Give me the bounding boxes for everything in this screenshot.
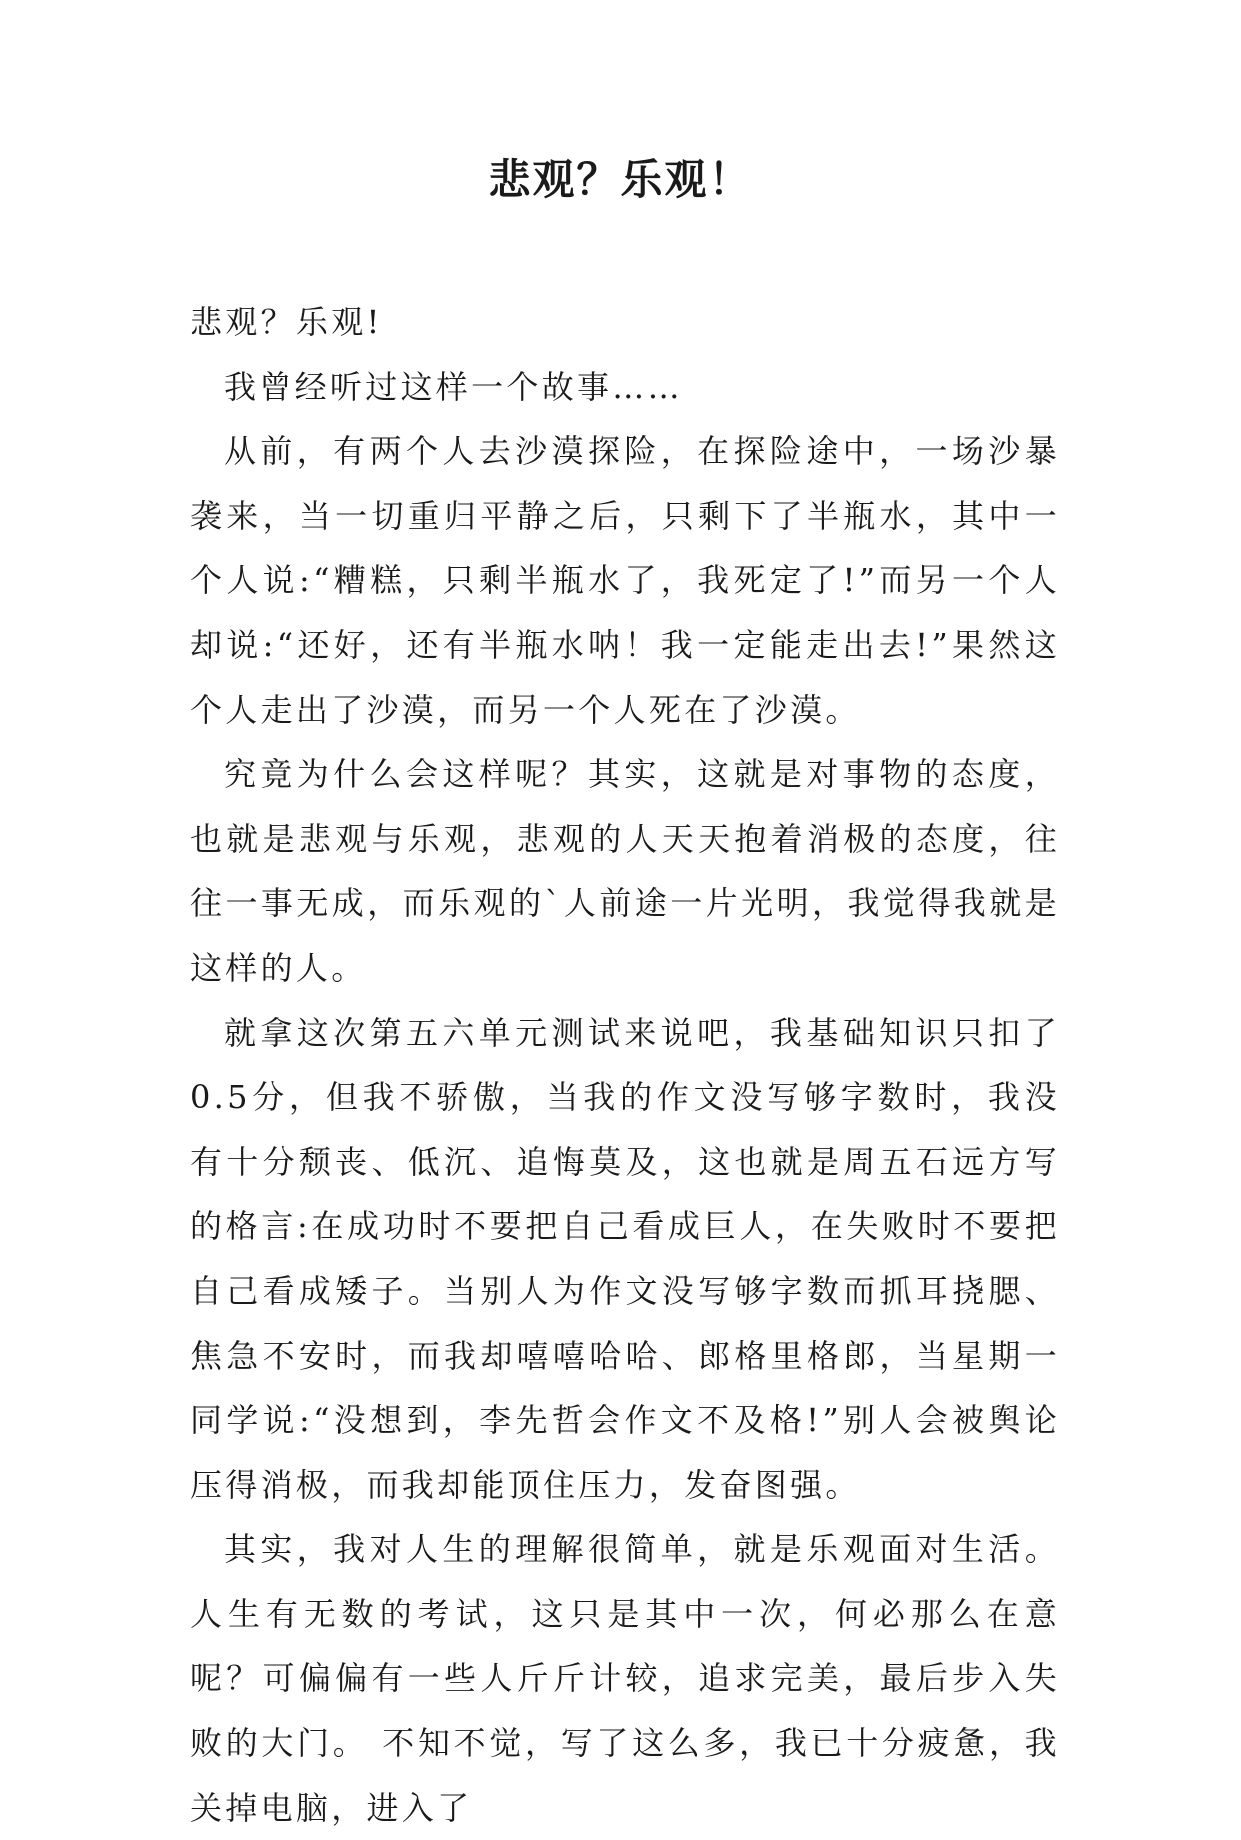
paragraph-example: 就拿这次第五六单元测试来说吧，我基础知识只扣了0.5分，但我不骄傲，当我的作文没写够字数时，我没有十分颓丧、低沉、追悔莫及，这也就是周五石远方写的格言:在成功时不要把自己看成巨人，在失败时不要把自己看成矮子。当别人为作文没写够字数而抓耳挠腮、焦急不安时，而我却嘻嘻哈哈、郎格里格郎，当星期一同学说:“没想到，李先哲会作文不及格!”别人会被舆论压得消极，而我却能顶住压力，发奋图强。 <box>190 1013 1060 1504</box>
paragraph-heading: 悲观？乐观! <box>190 303 383 341</box>
paragraph-conclusion: 其实，我对人生的理解很简单，就是乐观面对生活。人生有无数的考试，这只是其中一次，何必那么在意呢？可偏偏有一些人斤斤计较，追求完美，最后步入失败的大门。 不知不觉，写了这么多，我已十分疲惫，我关掉电脑，进入了 <box>190 1530 1060 1827</box>
paragraph-intro: 我曾经听过这样一个故事…… <box>224 367 683 406</box>
document-title: 悲观？乐观！ <box>488 155 753 204</box>
document-body <box>190 290 1060 1840</box>
paragraph-story: 从前，有两个人去沙漠探险，在探险途中，一场沙暴袭来，当一切重归平静之后，只剩下了半瓶水，其中一个人说:“糟糕，只剩半瓶水了，我死定了!”而另一个人却说:“还好，还有半瓶水呐！我一定能走出去!”果然这个人走出了沙漠，而另一个人死在了沙漠。 <box>190 432 1060 729</box>
paragraph-reflection: 究竟为什么会这样呢？其实，这就是对事物的态度，也就是悲观与乐观，悲观的人天天抱着消极的态度，往往一事无成，而乐观的`人前途一片光明，我觉得我就是这样的人。 <box>190 755 1060 987</box>
